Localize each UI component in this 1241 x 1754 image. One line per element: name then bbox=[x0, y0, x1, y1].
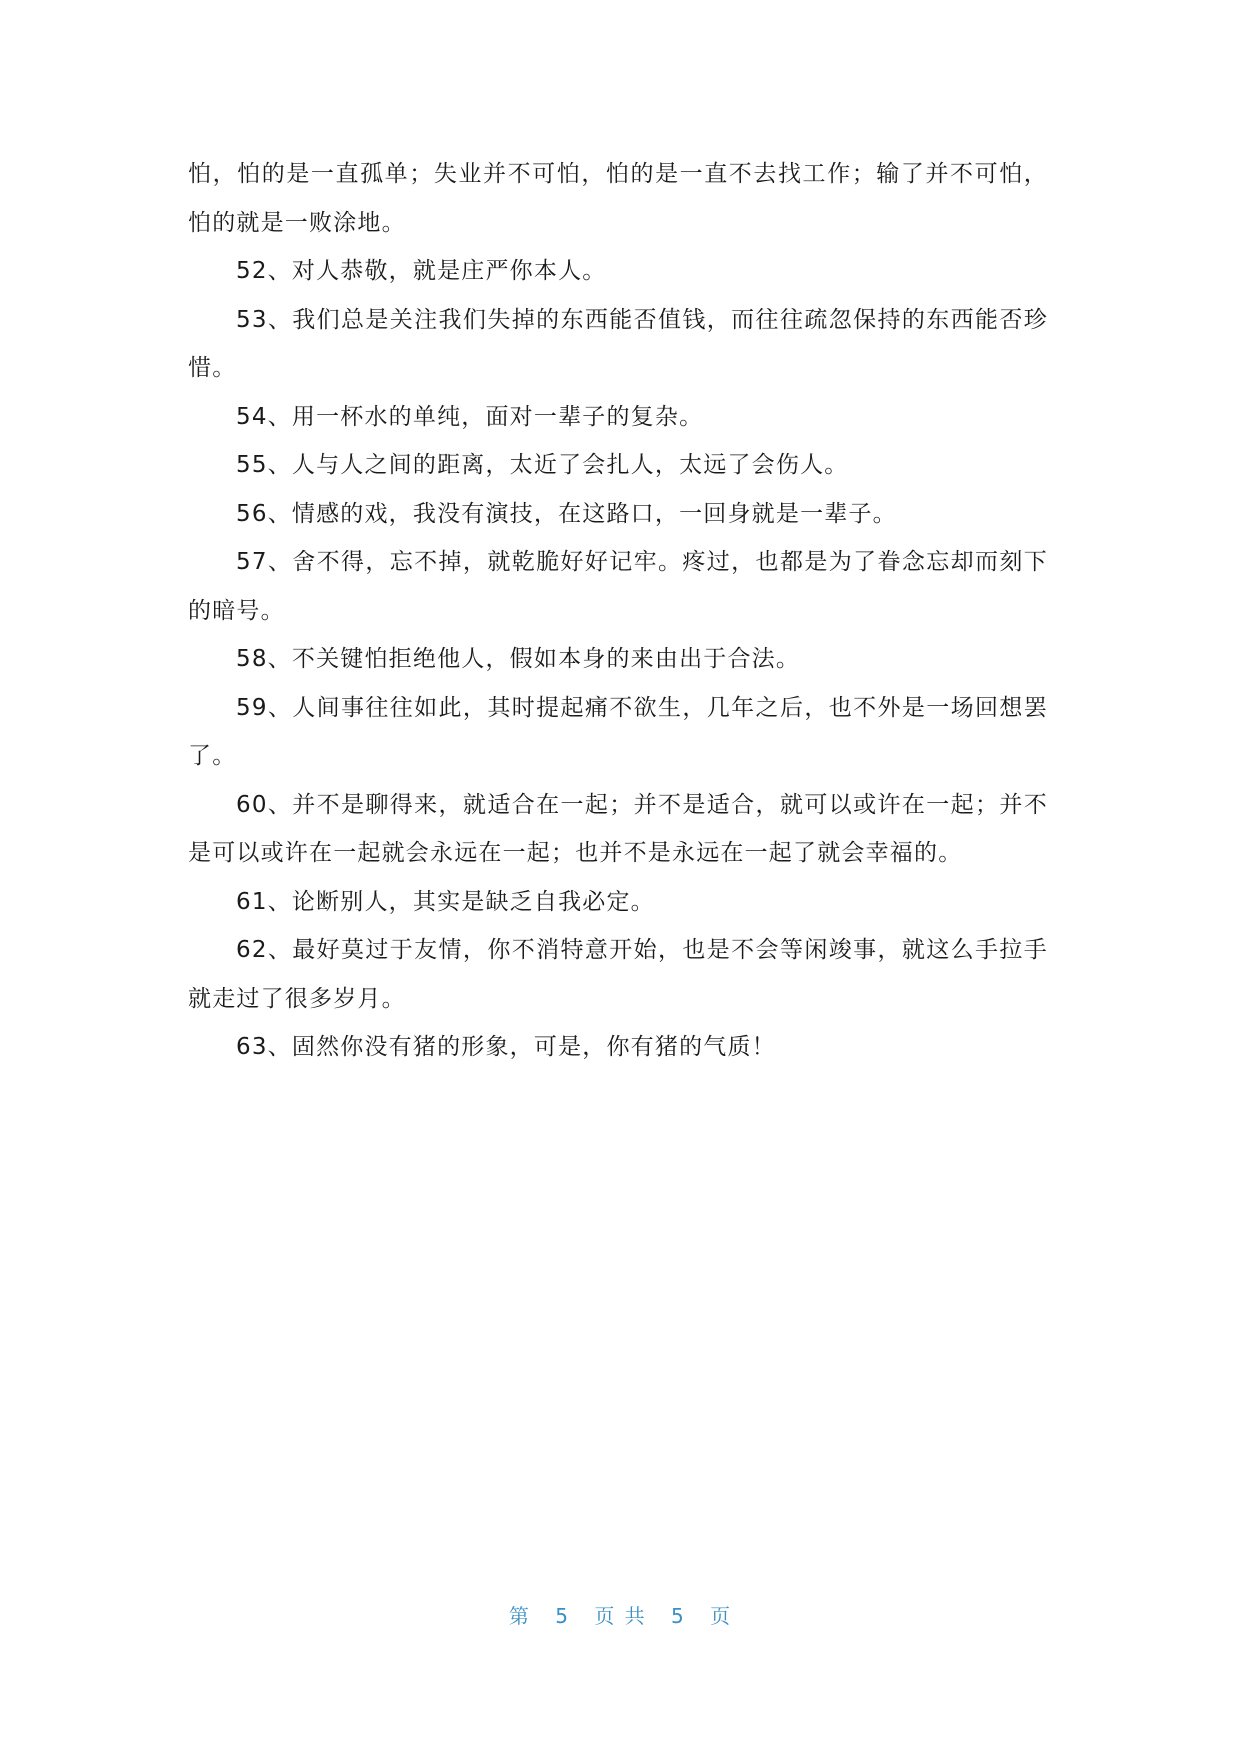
quote-56: 56、情感的戏，我没有演技，在这路口，一回身就是一辈子。 bbox=[236, 500, 897, 527]
paragraph-continuation: 怕，怕的是一直孤单；失业并不可怕，怕的是一直不去找工作；输了并不可怕，怕的就是一败涂地。 bbox=[188, 161, 1048, 236]
quote-54: 54、用一杯水的单纯，面对一辈子的复杂。 bbox=[236, 403, 704, 430]
page-number-footer bbox=[0, 1600, 1241, 1629]
quote-58: 58、不关键怕拒绝他人，假如本身的来由出于合法。 bbox=[236, 646, 801, 672]
footer-middle: 页 共 bbox=[594, 1604, 647, 1628]
quote-63: 63、固然你没有猪的形象，可是，你有猪的气质！ bbox=[236, 1034, 776, 1060]
quote-61: 61、论断别人，其实是缺乏自我必定。 bbox=[236, 888, 655, 915]
footer-current-page: 5 bbox=[555, 1604, 570, 1628]
quote-55: 55、人与人之间的距离，太近了会扎人，太远了会伤人。 bbox=[236, 452, 849, 478]
quote-62: 62、最好莫过于友情，你不消特意开始，也是不会等闲竣事，就这么手拉手就走过了很多岁月。 bbox=[188, 937, 1048, 1012]
quote-59: 59、人间事往往如此，其时提起痛不欲生，几年之后，也不外是一场回想罢了。 bbox=[188, 694, 1048, 769]
footer-total-pages: 5 bbox=[671, 1604, 686, 1628]
quote-60: 60、并不是聊得来，就适合在一起；并不是适合，就可以或许在一起；并不是可以或许在一起就会永远在一起；也并不是永远在一起了就会幸福的。 bbox=[188, 791, 1048, 866]
footer-suffix: 页 bbox=[710, 1604, 733, 1628]
quote-57: 57、舍不得，忘不掉，就乾脆好好记牢。疼过，也都是为了眷念忘却而刻下的暗号。 bbox=[188, 549, 1048, 624]
quote-52: 52、对人恭敬，就是庄严你本人。 bbox=[236, 258, 607, 284]
document-body bbox=[188, 150, 1048, 1072]
quote-53: 53、我们总是关注我们失掉的东西能否值钱，而往往疏忽保持的东西能否珍惜。 bbox=[188, 306, 1048, 381]
footer-prefix: 第 bbox=[508, 1604, 531, 1628]
